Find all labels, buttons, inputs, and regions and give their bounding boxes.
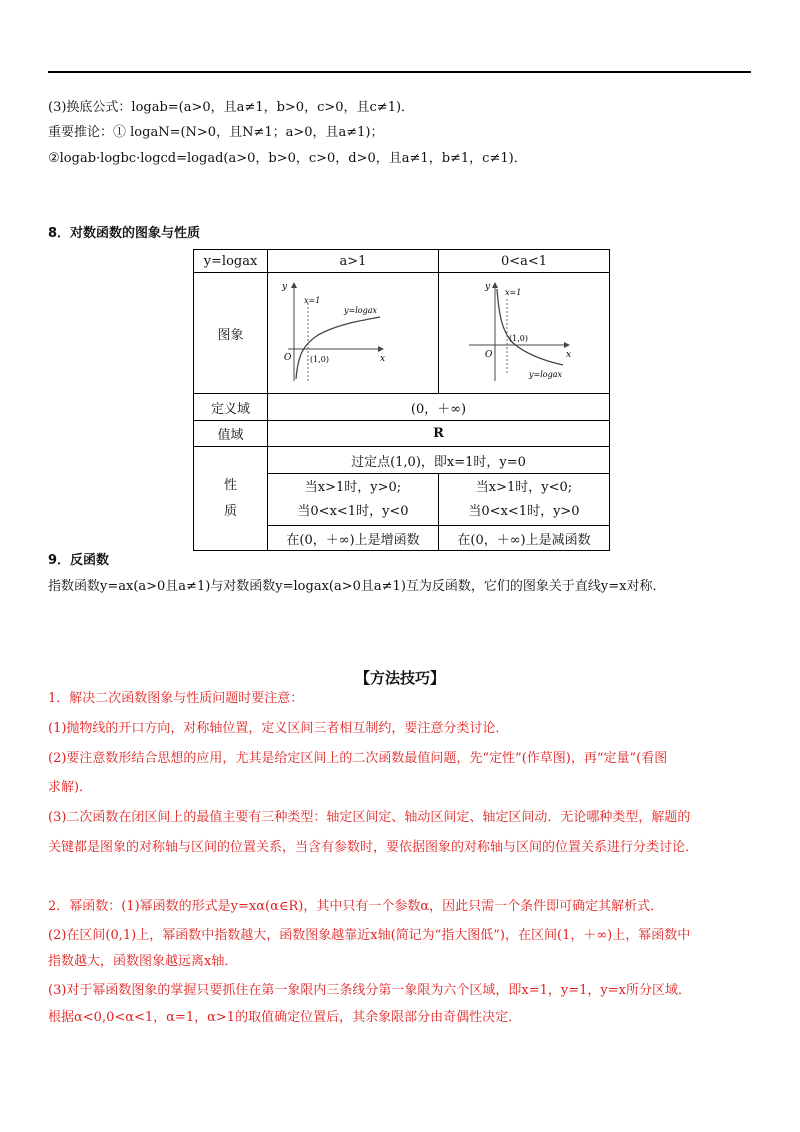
left-sign-line-2: 当0<x<1时，y<0	[297, 503, 409, 519]
method-line-8: (2)在区间(0,1)上，幂函数中指数越大，函数图象越靠近x轴(简记为“指大图低”)，在区间(1，＋∞)上，幂函数中	[48, 928, 691, 943]
properties-label-1: 性	[223, 477, 237, 493]
method-line-1: 1．解决二次函数图象与性质问题时要注意：	[48, 691, 304, 706]
formula-line-1: (3)换底公式：logab=(a>0，且a≠1，b>0，c>0，且c≠1)．	[48, 100, 415, 115]
range-label: 值域	[194, 421, 268, 447]
y-axis-label: y	[485, 282, 491, 292]
domain-value: (0，＋∞)	[268, 394, 610, 421]
x1-label: x=1	[505, 288, 522, 297]
right-monotonic: 在(0，＋∞)上是减函数	[439, 526, 610, 551]
fixed-point: 过定点(1,0)，即x=1时，y=0	[268, 447, 610, 474]
graph-right-cell	[439, 273, 610, 394]
right-sign-line-1: 当x>1时，y<0;	[475, 479, 573, 495]
point-label: (1,0)	[509, 334, 528, 343]
log-curve-increasing	[296, 317, 380, 379]
left-sign-line-1: 当x>1时，y>0;	[304, 479, 402, 495]
section8-title: 8．对数函数的图象与性质	[48, 226, 201, 241]
origin-label: O	[284, 353, 292, 363]
domain-label: 定义域	[194, 394, 268, 421]
top-rule	[48, 71, 751, 73]
method-line-4: 求解)．	[48, 780, 93, 795]
curve-label: y=logax	[344, 306, 377, 315]
method-title: 【方法技巧】	[354, 669, 445, 687]
formula-line-2: 重要推论：① logaN=(N>0，且N≠1；a>0，且a≠1)；	[48, 125, 384, 140]
log-properties-table	[193, 249, 610, 551]
properties-label	[194, 447, 268, 551]
origin-label: O	[485, 350, 493, 360]
range-value: R	[268, 421, 610, 447]
method-line-7: 2．幂函数：(1)幂函数的形式是y=xα(α∈R)，其中只有一个参数α，因此只需一个条件即可确定其解析式．	[48, 899, 664, 914]
curve-label: y=logax	[529, 370, 562, 379]
method-line-5: (3)二次函数在闭区间上的最值主要有三种类型：轴定区间定、轴动区间定、轴定区间动．无论哪种类型，解题的	[48, 810, 691, 825]
left-monotonic: 在(0，＋∞)上是增函数	[268, 526, 439, 551]
y-axis-label: y	[282, 282, 288, 292]
properties-label-2: 质	[223, 503, 237, 519]
method-line-9: 指数越大，函数图象越远离x轴．	[48, 954, 238, 969]
method-line-11: 根据α<0,0<α<1，α=1，α>1的取值确定位置后，其余象限部分由奇偶性决定．	[48, 1010, 522, 1025]
method-line-10: (3)对于幂函数图象的掌握只要抓住在第一象限内三条线分第一象限为六个区域，即x=1，y=1，y=x所分区域．	[48, 983, 691, 998]
section9-text: 指数函数y=ax(a>0且a≠1)与对数函数y=logax(a>0且a≠1)互为反函数，它们的图象关于直线y=x对称．	[48, 579, 666, 594]
point-label: (1,0)	[310, 355, 329, 364]
right-sign-line-2: 当0<x<1时，y>0	[468, 503, 580, 519]
header-col0: y=logax	[194, 250, 268, 273]
x1-label: x=1	[304, 296, 321, 305]
method-line-3: (2)要注意数形结合思想的应用，尤其是给定区间上的二次函数最值问题，先“定性”(作草图)，再“定量”(看图	[48, 751, 668, 766]
right-sign-cell	[439, 474, 610, 526]
graph-right	[439, 273, 609, 389]
method-line-6: 关键都是图象的对称轴与区间的位置关系，当含有参数时，要依据图象的对称轴与区间的位置关系进行分类讨论．	[48, 840, 699, 855]
graph-left	[268, 273, 438, 389]
graph-row-label: 图象	[194, 273, 268, 394]
header-col1: a>1	[268, 250, 439, 273]
x-axis-label: x	[566, 350, 572, 360]
left-sign-cell	[268, 474, 439, 526]
method-line-2: (1)抛物线的开口方向，对称轴位置，定义区间三者相互制约，要注意分类讨论．	[48, 721, 509, 736]
header-col2: 0<a<1	[439, 250, 610, 273]
formula-line-3: ②logab·logbc·logcd=logad(a>0，b>0，c>0，d>0，且a≠1，b≠1，c≠1)．	[48, 151, 527, 166]
graph-left-cell	[268, 273, 439, 394]
x-axis-label: x	[380, 354, 386, 364]
section9-title: 9．反函数	[48, 553, 110, 568]
